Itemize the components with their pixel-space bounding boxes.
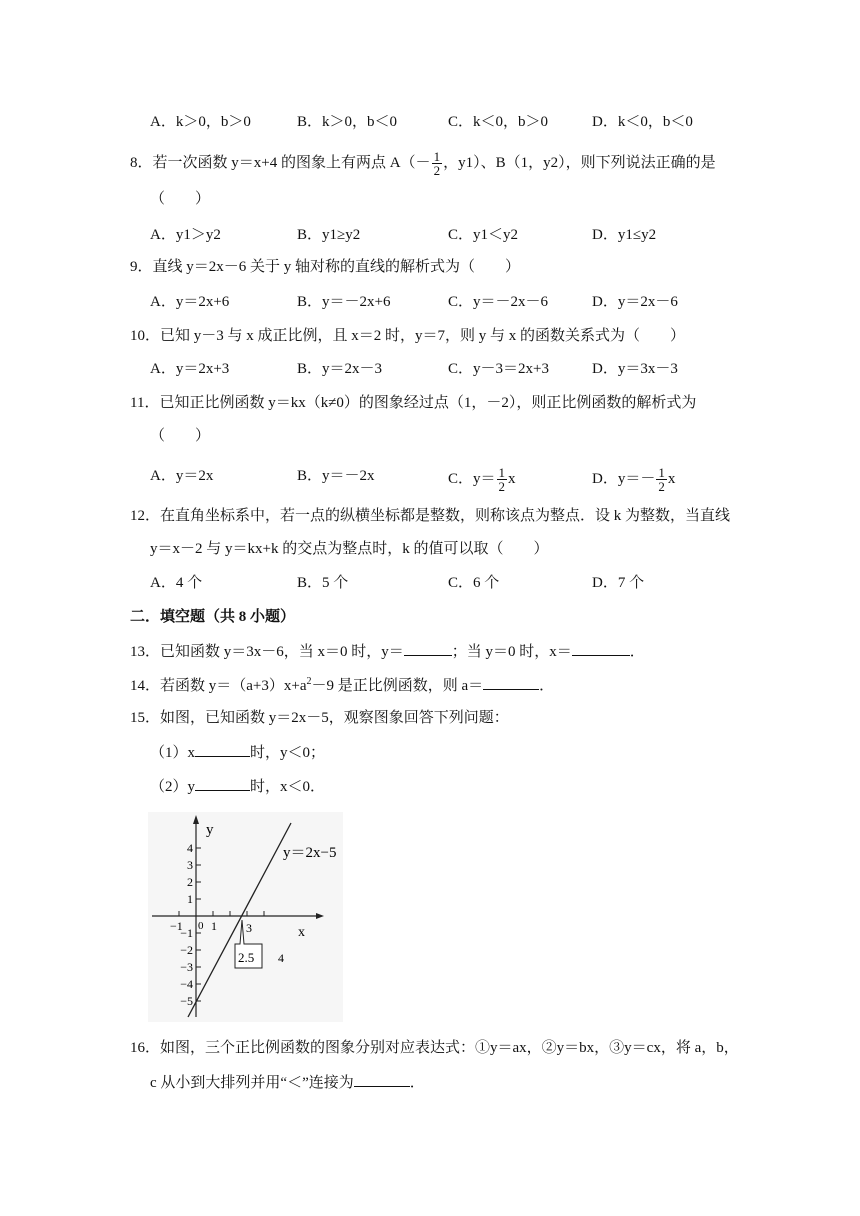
origin-label: 0	[198, 920, 204, 932]
x-tick-label: 3	[246, 921, 252, 935]
question-15: 15．如图，已知函数 y＝2x－5，观察图象回答下列问题：	[130, 710, 509, 726]
y-tick-label: −3	[180, 960, 193, 974]
option-a: A．y＝2x+6	[150, 294, 230, 310]
option-a: A．y＝2x	[150, 468, 214, 484]
question-11: 11．已知正比例函数 y＝kx（k≠0）的图象经过点（1，－2），则正比例函数的解析式为	[130, 395, 697, 411]
fraction: $\frac{1}{2}$	[658, 465, 665, 494]
fraction: $\frac{1}{2}$	[433, 149, 441, 178]
answer-blank	[404, 641, 452, 656]
y-tick-label: −5	[180, 994, 193, 1008]
question-16-line-1: 16．如图，三个正比例函数的图象分别对应表达式：①y＝ax，②y＝bx，③y＝cx，将 a，b，	[130, 1040, 739, 1056]
option-c: C．y＝－2x－6	[448, 294, 549, 310]
option-d: D．7 个	[592, 575, 645, 591]
option-a: A．4 个	[150, 575, 203, 591]
y-tick-label: −2	[180, 943, 193, 957]
question-8: 8．若一次函数 y＝x+4 的图象上有两点 A（－ $\frac{1}{2}$ ，y1）、B（1，y2），则下列说法正确的是	[130, 149, 716, 178]
question-10: 10．已知 y－3 与 x 成正比例，且 x＝2 时，y＝7，则 y 与 x 的函数关系式为（ ）	[130, 328, 686, 344]
option-b: B．y＝－2x+6	[297, 294, 391, 310]
y-tick-label: −4	[180, 977, 193, 991]
sub-question-1: （1）x 时，y＜0；	[150, 742, 325, 763]
answer-blank	[483, 675, 539, 690]
x-axis-label: x	[298, 925, 305, 940]
option-b: B．y1≥y2	[297, 227, 361, 243]
option-c: C．y－3＝2x+3	[448, 361, 549, 377]
y-tick-label: −1	[180, 926, 193, 940]
option-b: B．k＞0，b＜0	[297, 114, 398, 130]
option-d: D．k＜0，b＜0	[592, 114, 693, 130]
option-c: C．y＝ $\frac{1}{2}$ x	[448, 465, 516, 494]
option-b: B．5 个	[297, 575, 349, 591]
option-d: D．y1≤y2	[592, 227, 657, 243]
answer-paren: （ ）	[150, 428, 211, 444]
option-d: D．y＝－ $\frac{1}{2}$ x	[592, 465, 676, 494]
fraction: $\frac{1}{2}$	[498, 465, 506, 494]
option-c: C．6 个	[448, 575, 500, 591]
x-tick-label: 4	[278, 951, 284, 965]
y-tick-label: 4	[187, 841, 193, 855]
y-tick-label: 1	[187, 892, 193, 906]
option-b: B．y＝2x－3	[297, 361, 383, 377]
answer-blank	[572, 641, 630, 656]
answer-blank	[354, 1072, 410, 1087]
graph-background	[148, 812, 343, 1022]
y-tick-label: 2	[187, 875, 193, 889]
x-tick-label: −1	[170, 919, 183, 933]
option-d: D．y＝2x－6	[592, 294, 678, 310]
function-graph	[148, 812, 343, 1022]
intercept-label: 2.5	[238, 950, 255, 965]
answer-blank	[195, 776, 250, 791]
option-b: B．y＝－2x	[297, 468, 375, 484]
x-tick-label: 1	[211, 919, 217, 933]
answer-paren: （ ）	[150, 191, 211, 207]
question-14: 14．若函数 $y=(a+3)x+a^2-9$ 是正比例函数，则 a＝ ．	[130, 676, 555, 694]
option-d: D．y＝3x－3	[592, 361, 678, 377]
y-axis-label: y	[206, 822, 214, 838]
question-16-line-2: c 从小到大排列并用“＜”连接为 ．	[150, 1072, 425, 1093]
option-c: C．y1＜y2	[448, 227, 519, 243]
question-9: 9．直线 y＝2x－6 关于 y 轴对称的直线的解析式为（ ）	[130, 259, 521, 275]
line-label: y＝2x−5	[283, 845, 337, 861]
option-a: A．y1＞y2	[150, 227, 221, 243]
y-tick-label: 3	[187, 858, 193, 872]
question-12-line-2: y＝x－2 与 y＝kx+k 的交点为整点时，k 的值可以取（ ）	[150, 541, 549, 557]
question-12-line-1: 12．在直角坐标系中，若一点的纵横坐标都是整数，则称该点为整点．设 k 为整数，当直线	[130, 508, 731, 524]
option-a: A．k＞0，b＞0	[150, 114, 251, 130]
question-13: 13．已知函数 y＝3x－6，当 x＝0 时，y＝ ；当 y＝0 时，x＝ ．	[130, 641, 645, 662]
option-c: C．k＜0，b＞0	[448, 114, 549, 130]
answer-blank	[195, 742, 250, 757]
option-a: A．y＝2x+3	[150, 361, 230, 377]
section-heading: 二．填空题（共 8 小题）	[130, 609, 296, 625]
sub-question-2: （2）y 时，x＜0．	[150, 776, 325, 797]
